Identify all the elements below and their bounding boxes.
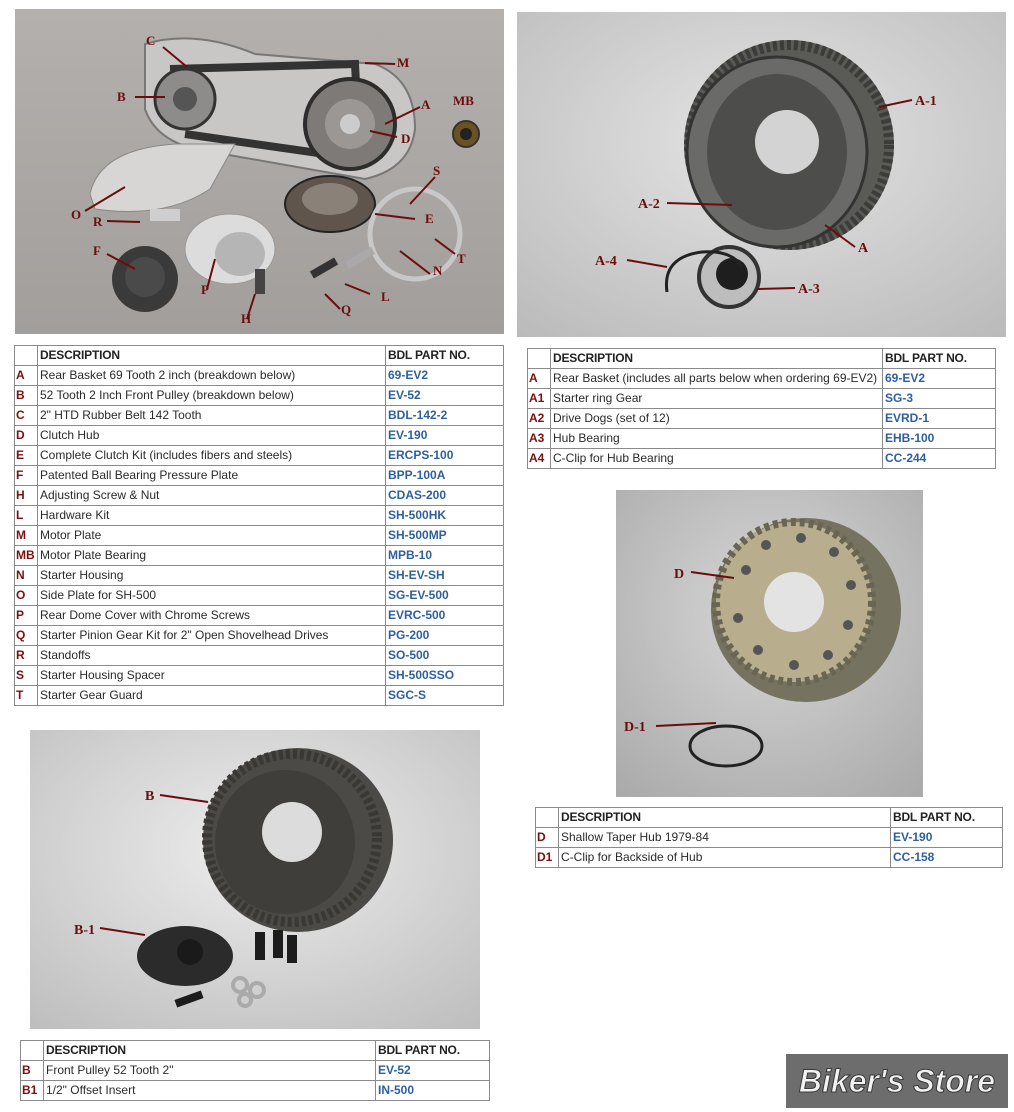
table-row (15, 606, 504, 626)
row-description: Starter ring Gear (551, 389, 883, 409)
callout-d: D (401, 131, 411, 146)
row-description: Patented Ball Bearing Pressure Plate (38, 466, 386, 486)
callout-t: T (457, 251, 466, 266)
row-letter: N (15, 566, 38, 586)
table-row (528, 429, 996, 449)
table-row (15, 466, 504, 486)
table-row (15, 406, 504, 426)
row-part-number-link[interactable]: ERCPS-100 (386, 446, 504, 466)
row-part-number-link[interactable]: EV-190 (891, 828, 1003, 848)
header-description: DESCRIPTION (44, 1041, 376, 1061)
row-letter: H (15, 486, 38, 506)
header-part-number: BDL PART NO. (891, 808, 1003, 828)
callout-b1: B-1 (74, 923, 95, 938)
callout-m: M (397, 55, 410, 70)
callout-s: S (433, 163, 441, 178)
callout-c: C (146, 33, 156, 48)
table-row (15, 366, 504, 386)
row-letter: A2 (528, 409, 551, 429)
callout-n: N (433, 263, 443, 278)
row-part-number-link[interactable]: SG-3 (883, 389, 996, 409)
row-part-number-link[interactable]: MPB-10 (386, 546, 504, 566)
table-row (15, 586, 504, 606)
row-description: Front Pulley 52 Tooth 2" (44, 1061, 376, 1081)
row-description: 52 Tooth 2 Inch Front Pulley (breakdown below) (38, 386, 386, 406)
row-part-number-link[interactable]: SG-EV-500 (386, 586, 504, 606)
row-letter: A4 (528, 449, 551, 469)
row-letter: B (21, 1061, 44, 1081)
row-letter: A1 (528, 389, 551, 409)
header-part-number: BDL PART NO. (386, 346, 504, 366)
basket-photo (517, 12, 1006, 337)
basket-illustration (517, 12, 1006, 337)
header-blank (536, 808, 559, 828)
row-part-number-link[interactable]: EV-52 (386, 386, 504, 406)
hub-illustration (616, 490, 923, 797)
row-part-number-link[interactable]: 69-EV2 (386, 366, 504, 386)
row-description: Motor Plate Bearing (38, 546, 386, 566)
table-row (528, 449, 996, 469)
table-row (15, 646, 504, 666)
row-letter: A (15, 366, 38, 386)
row-letter: O (15, 586, 38, 606)
callout-q: Q (341, 302, 352, 317)
table-row (15, 426, 504, 446)
table-row (15, 686, 504, 706)
row-description: Rear Basket (includes all parts below when ordering 69-EV2) (551, 369, 883, 389)
row-description: Complete Clutch Kit (includes fibers and steels) (38, 446, 386, 466)
row-description: Clutch Hub (38, 426, 386, 446)
row-letter: D (15, 426, 38, 446)
callout-b: B (117, 89, 126, 104)
row-description: Rear Basket 69 Tooth 2 inch (breakdown below) (38, 366, 386, 386)
row-part-number-link[interactable]: BDL-142-2 (386, 406, 504, 426)
table-row (528, 409, 996, 429)
header-part-number: BDL PART NO. (376, 1041, 490, 1061)
table-row (15, 386, 504, 406)
row-part-number-link[interactable]: SH-500MP (386, 526, 504, 546)
row-description: Starter Housing (38, 566, 386, 586)
row-letter: B (15, 386, 38, 406)
header-blank (528, 349, 551, 369)
row-letter: E (15, 446, 38, 466)
table-row (15, 506, 504, 526)
table-row (15, 546, 504, 566)
row-letter: L (15, 506, 38, 526)
pulley-photo (30, 730, 480, 1029)
header-blank (15, 346, 38, 366)
callout-l: L (381, 289, 390, 304)
row-description: Starter Housing Spacer (38, 666, 386, 686)
row-letter: T (15, 686, 38, 706)
row-part-number-link[interactable]: SO-500 (386, 646, 504, 666)
row-letter: MB (15, 546, 38, 566)
row-description: Rear Dome Cover with Chrome Screws (38, 606, 386, 626)
callout-o: O (71, 207, 82, 222)
main-parts-table (14, 345, 504, 706)
table-row (15, 666, 504, 686)
table-row (15, 566, 504, 586)
row-description: 2" HTD Rubber Belt 142 Tooth (38, 406, 386, 426)
row-description: Starter Gear Guard (38, 686, 386, 706)
callout-p: P (201, 282, 209, 297)
svg-text:Biker's Store: Biker's Store (798, 1063, 996, 1099)
row-description: Hardware Kit (38, 506, 386, 526)
table-header-row (15, 346, 504, 366)
header-blank (21, 1041, 44, 1061)
table-row (528, 369, 996, 389)
table-row (536, 828, 1003, 848)
row-description: 1/2" Offset Insert (44, 1081, 376, 1101)
callout-a4: A-4 (595, 254, 617, 269)
table-header-row (536, 808, 1003, 828)
row-part-number-link[interactable]: CDAS-200 (386, 486, 504, 506)
row-letter: S (15, 666, 38, 686)
table-row (15, 446, 504, 466)
row-letter: R (15, 646, 38, 666)
hub-parts-table (535, 807, 1003, 868)
row-letter: D1 (536, 848, 559, 868)
row-part-number-link[interactable]: BPP-100A (386, 466, 504, 486)
pulley-illustration (30, 730, 480, 1029)
row-part-number-link[interactable]: CC-158 (891, 848, 1003, 868)
row-part-number-link[interactable]: IN-500 (376, 1081, 490, 1101)
callout-h: H (241, 311, 252, 326)
row-letter: A3 (528, 429, 551, 449)
row-part-number-link[interactable]: EV-190 (386, 426, 504, 446)
row-part-number-link[interactable]: SGC-S (386, 686, 504, 706)
row-letter: P (15, 606, 38, 626)
row-description: Side Plate for SH-500 (38, 586, 386, 606)
overview-photo (15, 9, 504, 334)
callout-a2: A-2 (638, 197, 660, 212)
callout-f: F (93, 243, 101, 258)
row-description: C-Clip for Hub Bearing (551, 449, 883, 469)
row-letter: M (15, 526, 38, 546)
row-part-number-link[interactable]: PG-200 (386, 626, 504, 646)
callout-d1: D-1 (624, 720, 646, 735)
callout-e: E (425, 211, 434, 226)
row-letter: A (528, 369, 551, 389)
callout-a: A (421, 97, 431, 112)
row-part-number-link[interactable]: EV-52 (376, 1061, 490, 1081)
row-letter: D (536, 828, 559, 848)
row-description: Drive Dogs (set of 12) (551, 409, 883, 429)
row-letter: F (15, 466, 38, 486)
header-description: DESCRIPTION (38, 346, 386, 366)
row-part-number-link[interactable]: SH-EV-SH (386, 566, 504, 586)
row-part-number-link[interactable]: EVRC-500 (386, 606, 504, 626)
hub-photo (616, 490, 923, 797)
row-letter: Q (15, 626, 38, 646)
header-description: DESCRIPTION (559, 808, 891, 828)
table-header-row (528, 349, 996, 369)
row-letter: C (15, 406, 38, 426)
table-row (21, 1081, 490, 1101)
row-description: Motor Plate (38, 526, 386, 546)
row-letter: B1 (21, 1081, 44, 1101)
pulley-parts-table (20, 1040, 490, 1101)
row-part-number-link[interactable]: EVRD-1 (883, 409, 996, 429)
callout-b: B (145, 789, 155, 804)
row-description: C-Clip for Backside of Hub (559, 848, 891, 868)
header-part-number: BDL PART NO. (883, 349, 996, 369)
bikers-store-logo (786, 1054, 1008, 1108)
row-part-number-link[interactable]: EHB-100 (883, 429, 996, 449)
row-description: Shallow Taper Hub 1979-84 (559, 828, 891, 848)
row-part-number-link[interactable]: CC-244 (883, 449, 996, 469)
table-row (536, 848, 1003, 868)
row-description: Standoffs (38, 646, 386, 666)
table-row (528, 389, 996, 409)
callout-a: A (858, 241, 869, 256)
table-row (15, 526, 504, 546)
callout-mb: MB (453, 93, 474, 108)
table-header-row (21, 1041, 490, 1061)
header-description: DESCRIPTION (551, 349, 883, 369)
basket-parts-table (527, 348, 996, 469)
table-row (15, 626, 504, 646)
row-description: Starter Pinion Gear Kit for 2" Open Shovelhead Drives (38, 626, 386, 646)
callout-r: R (93, 214, 103, 229)
row-part-number-link[interactable]: SH-500HK (386, 506, 504, 526)
table-row (21, 1061, 490, 1081)
callout-a1: A-1 (915, 94, 937, 109)
callout-a3: A-3 (798, 282, 820, 297)
callout-d: D (674, 567, 685, 582)
row-description: Adjusting Screw & Nut (38, 486, 386, 506)
row-description: Hub Bearing (551, 429, 883, 449)
row-part-number-link[interactable]: 69-EV2 (883, 369, 996, 389)
row-part-number-link[interactable]: SH-500SSO (386, 666, 504, 686)
logo-wordmark (792, 1058, 1002, 1104)
overview-illustration (15, 9, 504, 334)
table-row (15, 486, 504, 506)
